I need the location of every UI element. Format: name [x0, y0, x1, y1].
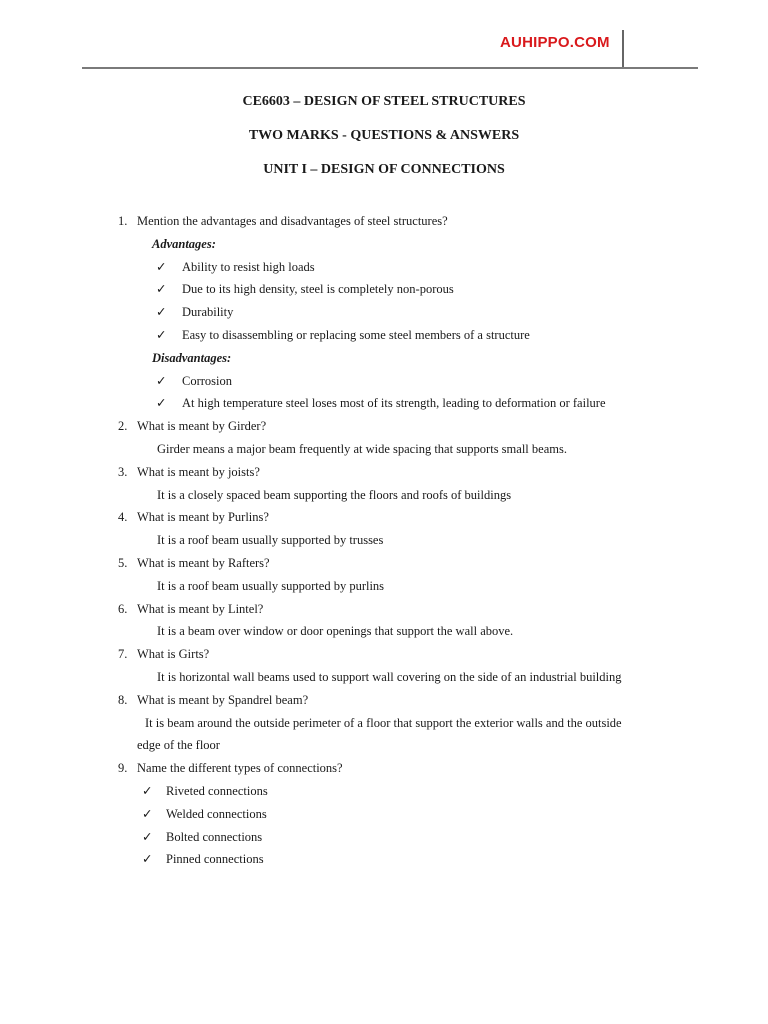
question-number: 1.	[118, 214, 128, 228]
answer-text: It is a roof beam usually supported by trusses	[157, 533, 384, 548]
question-3	[118, 463, 678, 486]
checkmark-icon: ✓	[142, 829, 153, 844]
list-item: ✓ Corrosion	[156, 373, 232, 388]
question-text: What is meant by Spandrel beam?	[137, 692, 309, 707]
document-titles	[0, 93, 768, 195]
checkmark-icon: ✓	[142, 806, 153, 821]
question-6	[118, 600, 678, 623]
list-item: ✓ Easy to disassembling or replacing some steel members of a structure	[156, 327, 530, 342]
answer-text: It is horizontal wall beams used to support wall covering on the side of an industrial building	[157, 669, 622, 684]
disadvantages-heading: Disadvantages:	[152, 350, 232, 365]
question-5	[118, 554, 678, 577]
question-9	[118, 759, 678, 782]
answer-text: It is a roof beam usually supported by purlins	[157, 578, 385, 593]
unit-title: UNIT I – DESIGN OF CONNECTIONS	[263, 162, 505, 177]
question-number: 7.	[118, 647, 128, 662]
checkmark-icon: ✓	[156, 282, 167, 297]
question-text: Mention the advantages and disadvantages of steel structures?	[137, 214, 448, 228]
checkmark-icon: ✓	[142, 852, 153, 867]
list-item: ✓ Durability	[156, 305, 234, 320]
answer-text: edge of the floor	[137, 738, 220, 753]
question-number: 4.	[118, 510, 128, 525]
question-number: 9.	[118, 761, 128, 776]
question-number: 3.	[118, 464, 128, 479]
answer-text: It is beam around the outside perimeter of a floor that support the exterior walls and the outside	[145, 715, 622, 730]
list-item: ✓ At high temperature steel loses most of its strength, leading to deformation or failure	[156, 396, 606, 411]
list-item: ✓ Due to its high density, steel is completely non-porous	[156, 282, 454, 297]
checkmark-icon: ✓	[156, 327, 167, 342]
checkmark-icon: ✓	[156, 259, 167, 274]
question-text: What is meant by Purlins?	[137, 510, 269, 525]
question-text: What is Girts?	[137, 647, 210, 662]
advantages-heading: Advantages:	[152, 236, 216, 251]
question-number: 8.	[118, 692, 128, 707]
list-item: ✓ Ability to resist high loads	[156, 259, 315, 274]
site-brand: AUHIPPO.COM	[500, 34, 610, 51]
question-number: 2.	[118, 419, 128, 434]
question-8	[118, 691, 678, 714]
question-text: What is meant by Girder?	[137, 419, 267, 434]
question-text: Name the different types of connections?	[137, 761, 343, 776]
question-number: 5.	[118, 555, 128, 570]
list-item: ✓ Riveted connections	[142, 783, 268, 798]
question-2	[118, 417, 678, 440]
question-number: 6.	[118, 601, 128, 616]
question-1	[118, 212, 678, 235]
course-title: CE6603 – DESIGN OF STEEL STRUCTURES	[242, 94, 526, 109]
list-item: ✓ Bolted connections	[142, 829, 263, 844]
question-list	[118, 212, 678, 873]
answer-text: Girder means a major beam frequently at wide spacing that supports small beams.	[157, 441, 567, 456]
checkmark-icon: ✓	[156, 396, 167, 411]
document-subtitle: TWO MARKS - QUESTIONS & ANSWERS	[248, 128, 520, 143]
checkmark-icon: ✓	[142, 783, 153, 798]
question-text: What is meant by Rafters?	[137, 555, 270, 570]
checkmark-icon: ✓	[156, 373, 167, 388]
list-item: ✓ Pinned connections	[142, 852, 264, 867]
checkmark-icon: ✓	[156, 305, 167, 320]
question-text: What is meant by joists?	[137, 464, 260, 479]
answer-text: It is a closely spaced beam supporting the floors and roofs of buildings	[157, 487, 512, 502]
list-item: ✓ Welded connections	[142, 806, 267, 821]
header-divider-vertical	[622, 30, 624, 68]
answer-text: It is a beam over window or door openings that support the wall above.	[157, 624, 514, 639]
header-rule	[82, 67, 698, 69]
question-7	[118, 645, 678, 668]
question-4	[118, 508, 678, 531]
question-text: What is meant by Lintel?	[137, 601, 264, 616]
